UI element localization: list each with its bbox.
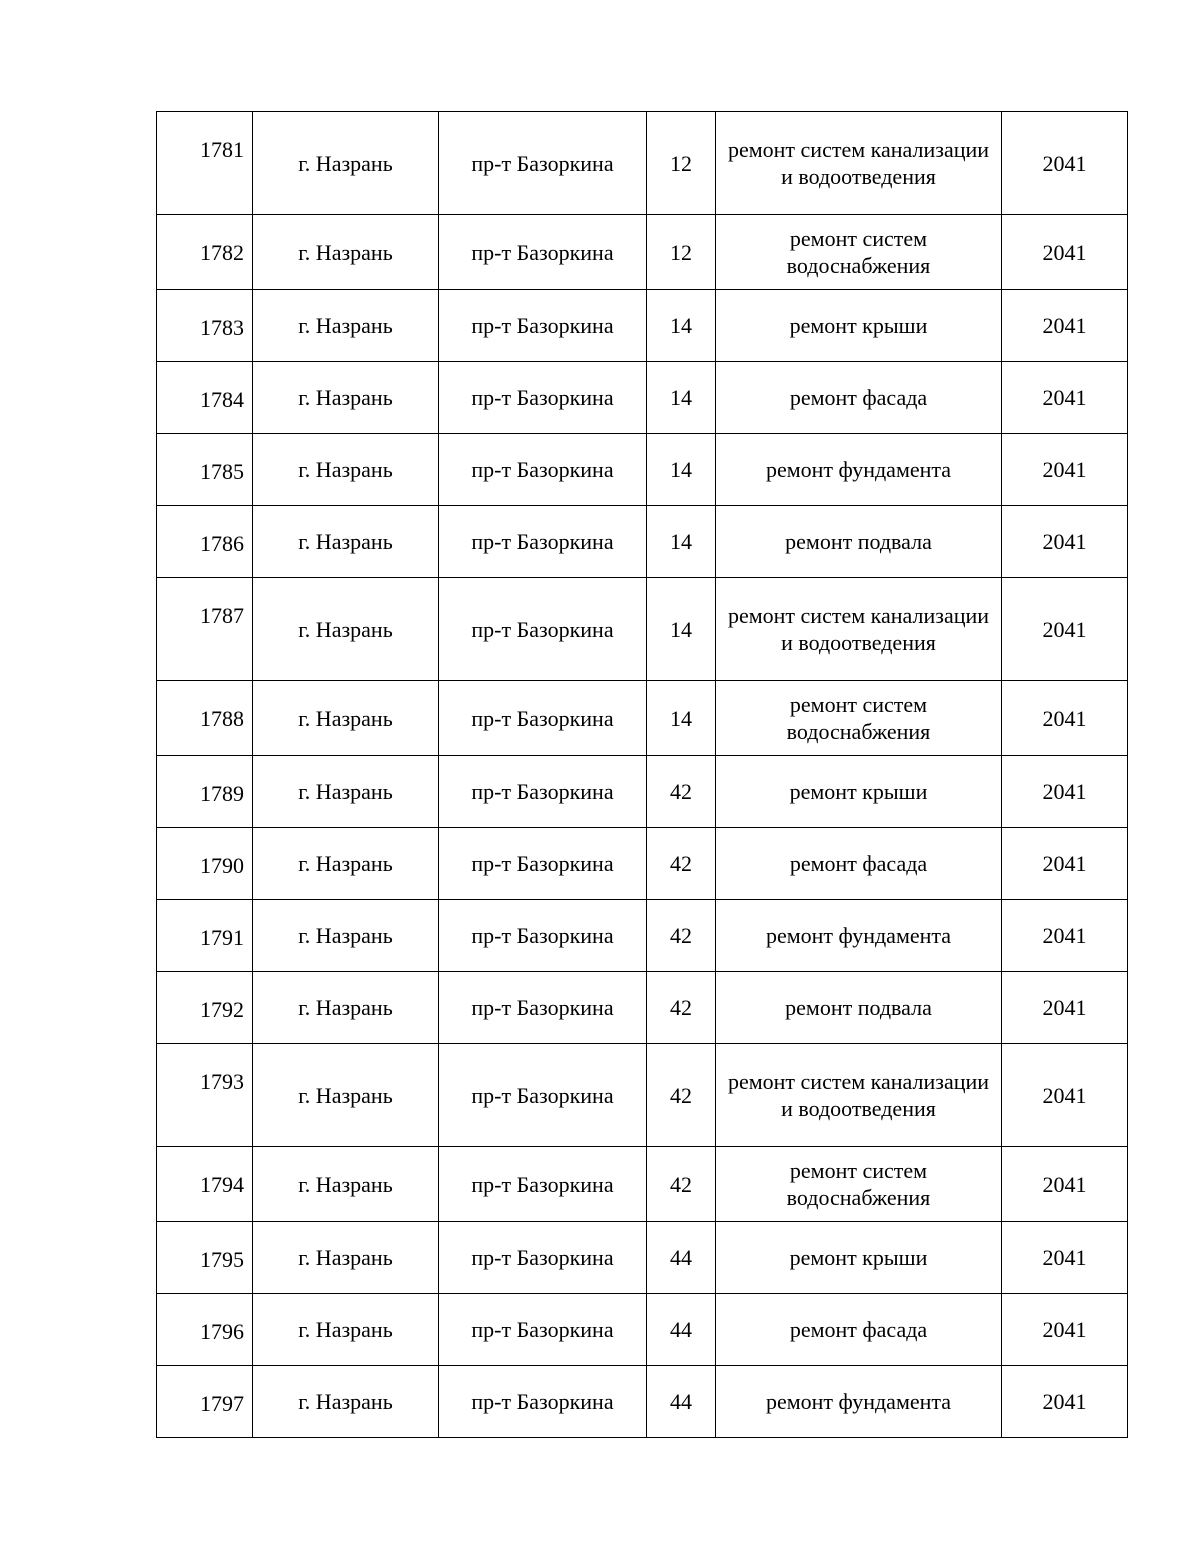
city-cell: г. Назрань [253, 828, 439, 900]
year-cell: 2041 [1002, 362, 1128, 434]
house-number-cell: 44 [647, 1366, 716, 1438]
work-type-cell: ремонт систем водоснабжения [716, 681, 1002, 756]
work-type-cell: ремонт фундамента [716, 434, 1002, 506]
year-cell: 2041 [1002, 681, 1128, 756]
house-number-cell: 42 [647, 828, 716, 900]
row-number: 1784 [157, 362, 253, 434]
row-number: 1785 [157, 434, 253, 506]
house-number-cell: 42 [647, 1044, 716, 1147]
street-cell: пр-т Базоркина [439, 112, 647, 215]
house-number-cell: 12 [647, 112, 716, 215]
table-row [157, 434, 1128, 506]
row-number: 1795 [157, 1222, 253, 1294]
house-number-cell: 44 [647, 1222, 716, 1294]
table-row [157, 506, 1128, 578]
work-type-cell: ремонт подвала [716, 506, 1002, 578]
street-cell: пр-т Базоркина [439, 506, 647, 578]
street-cell: пр-т Базоркина [439, 578, 647, 681]
work-type-cell: ремонт систем канализации и водоотведения [716, 578, 1002, 681]
work-type-cell: ремонт фундамента [716, 1366, 1002, 1438]
city-cell: г. Назрань [253, 215, 439, 290]
work-type-cell: ремонт фундамента [716, 900, 1002, 972]
year-cell: 2041 [1002, 972, 1128, 1044]
house-number-cell: 42 [647, 900, 716, 972]
street-cell: пр-т Базоркина [439, 215, 647, 290]
year-cell: 2041 [1002, 1294, 1128, 1366]
city-cell: г. Назрань [253, 1222, 439, 1294]
row-number: 1794 [157, 1147, 253, 1222]
work-type-cell: ремонт систем водоснабжения [716, 1147, 1002, 1222]
table-row [157, 1294, 1128, 1366]
street-cell: пр-т Базоркина [439, 362, 647, 434]
row-number: 1791 [157, 900, 253, 972]
work-type-cell: ремонт крыши [716, 1222, 1002, 1294]
repair-schedule-table [156, 111, 1128, 1438]
street-cell: пр-т Базоркина [439, 828, 647, 900]
row-number: 1787 [157, 578, 253, 681]
table-row [157, 900, 1128, 972]
year-cell: 2041 [1002, 506, 1128, 578]
year-cell: 2041 [1002, 290, 1128, 362]
row-number: 1796 [157, 1294, 253, 1366]
table-row [157, 972, 1128, 1044]
work-type-cell: ремонт фасада [716, 362, 1002, 434]
city-cell: г. Назрань [253, 578, 439, 681]
row-number: 1788 [157, 681, 253, 756]
street-cell: пр-т Базоркина [439, 681, 647, 756]
year-cell: 2041 [1002, 828, 1128, 900]
work-type-cell: ремонт систем канализации и водоотведения [716, 112, 1002, 215]
city-cell: г. Назрань [253, 434, 439, 506]
city-cell: г. Назрань [253, 756, 439, 828]
city-cell: г. Назрань [253, 1294, 439, 1366]
city-cell: г. Назрань [253, 681, 439, 756]
year-cell: 2041 [1002, 578, 1128, 681]
work-type-cell: ремонт систем канализации и водоотведения [716, 1044, 1002, 1147]
house-number-cell: 14 [647, 362, 716, 434]
table-row [157, 1147, 1128, 1222]
table-row [157, 828, 1128, 900]
year-cell: 2041 [1002, 900, 1128, 972]
city-cell: г. Назрань [253, 1147, 439, 1222]
table-row [157, 290, 1128, 362]
house-number-cell: 12 [647, 215, 716, 290]
table-row [157, 1366, 1128, 1438]
city-cell: г. Назрань [253, 506, 439, 578]
table-row [157, 578, 1128, 681]
work-type-cell: ремонт крыши [716, 756, 1002, 828]
street-cell: пр-т Базоркина [439, 1222, 647, 1294]
work-type-cell: ремонт систем водоснабжения [716, 215, 1002, 290]
city-cell: г. Назрань [253, 1044, 439, 1147]
street-cell: пр-т Базоркина [439, 900, 647, 972]
house-number-cell: 14 [647, 578, 716, 681]
year-cell: 2041 [1002, 1366, 1128, 1438]
house-number-cell: 42 [647, 1147, 716, 1222]
city-cell: г. Назрань [253, 290, 439, 362]
year-cell: 2041 [1002, 756, 1128, 828]
row-number: 1789 [157, 756, 253, 828]
house-number-cell: 44 [647, 1294, 716, 1366]
year-cell: 2041 [1002, 112, 1128, 215]
table-row [157, 681, 1128, 756]
house-number-cell: 14 [647, 290, 716, 362]
row-number: 1782 [157, 215, 253, 290]
street-cell: пр-т Базоркина [439, 1147, 647, 1222]
row-number: 1797 [157, 1366, 253, 1438]
house-number-cell: 42 [647, 756, 716, 828]
city-cell: г. Назрань [253, 362, 439, 434]
row-number: 1783 [157, 290, 253, 362]
work-type-cell: ремонт крыши [716, 290, 1002, 362]
city-cell: г. Назрань [253, 972, 439, 1044]
street-cell: пр-т Базоркина [439, 1044, 647, 1147]
work-type-cell: ремонт фасада [716, 828, 1002, 900]
house-number-cell: 42 [647, 972, 716, 1044]
street-cell: пр-т Базоркина [439, 1366, 647, 1438]
table-row [157, 362, 1128, 434]
row-number: 1786 [157, 506, 253, 578]
year-cell: 2041 [1002, 1147, 1128, 1222]
city-cell: г. Назрань [253, 112, 439, 215]
street-cell: пр-т Базоркина [439, 972, 647, 1044]
table-row [157, 1044, 1128, 1147]
row-number: 1781 [157, 112, 253, 215]
city-cell: г. Назрань [253, 900, 439, 972]
street-cell: пр-т Базоркина [439, 290, 647, 362]
work-type-cell: ремонт фасада [716, 1294, 1002, 1366]
row-number: 1793 [157, 1044, 253, 1147]
street-cell: пр-т Базоркина [439, 1294, 647, 1366]
table-row [157, 756, 1128, 828]
work-type-cell: ремонт подвала [716, 972, 1002, 1044]
year-cell: 2041 [1002, 1044, 1128, 1147]
year-cell: 2041 [1002, 434, 1128, 506]
year-cell: 2041 [1002, 215, 1128, 290]
street-cell: пр-т Базоркина [439, 434, 647, 506]
house-number-cell: 14 [647, 681, 716, 756]
table-row [157, 112, 1128, 215]
city-cell: г. Назрань [253, 1366, 439, 1438]
row-number: 1792 [157, 972, 253, 1044]
house-number-cell: 14 [647, 506, 716, 578]
year-cell: 2041 [1002, 1222, 1128, 1294]
table-row [157, 215, 1128, 290]
house-number-cell: 14 [647, 434, 716, 506]
table-row [157, 1222, 1128, 1294]
street-cell: пр-т Базоркина [439, 756, 647, 828]
table-body [157, 112, 1128, 1438]
row-number: 1790 [157, 828, 253, 900]
